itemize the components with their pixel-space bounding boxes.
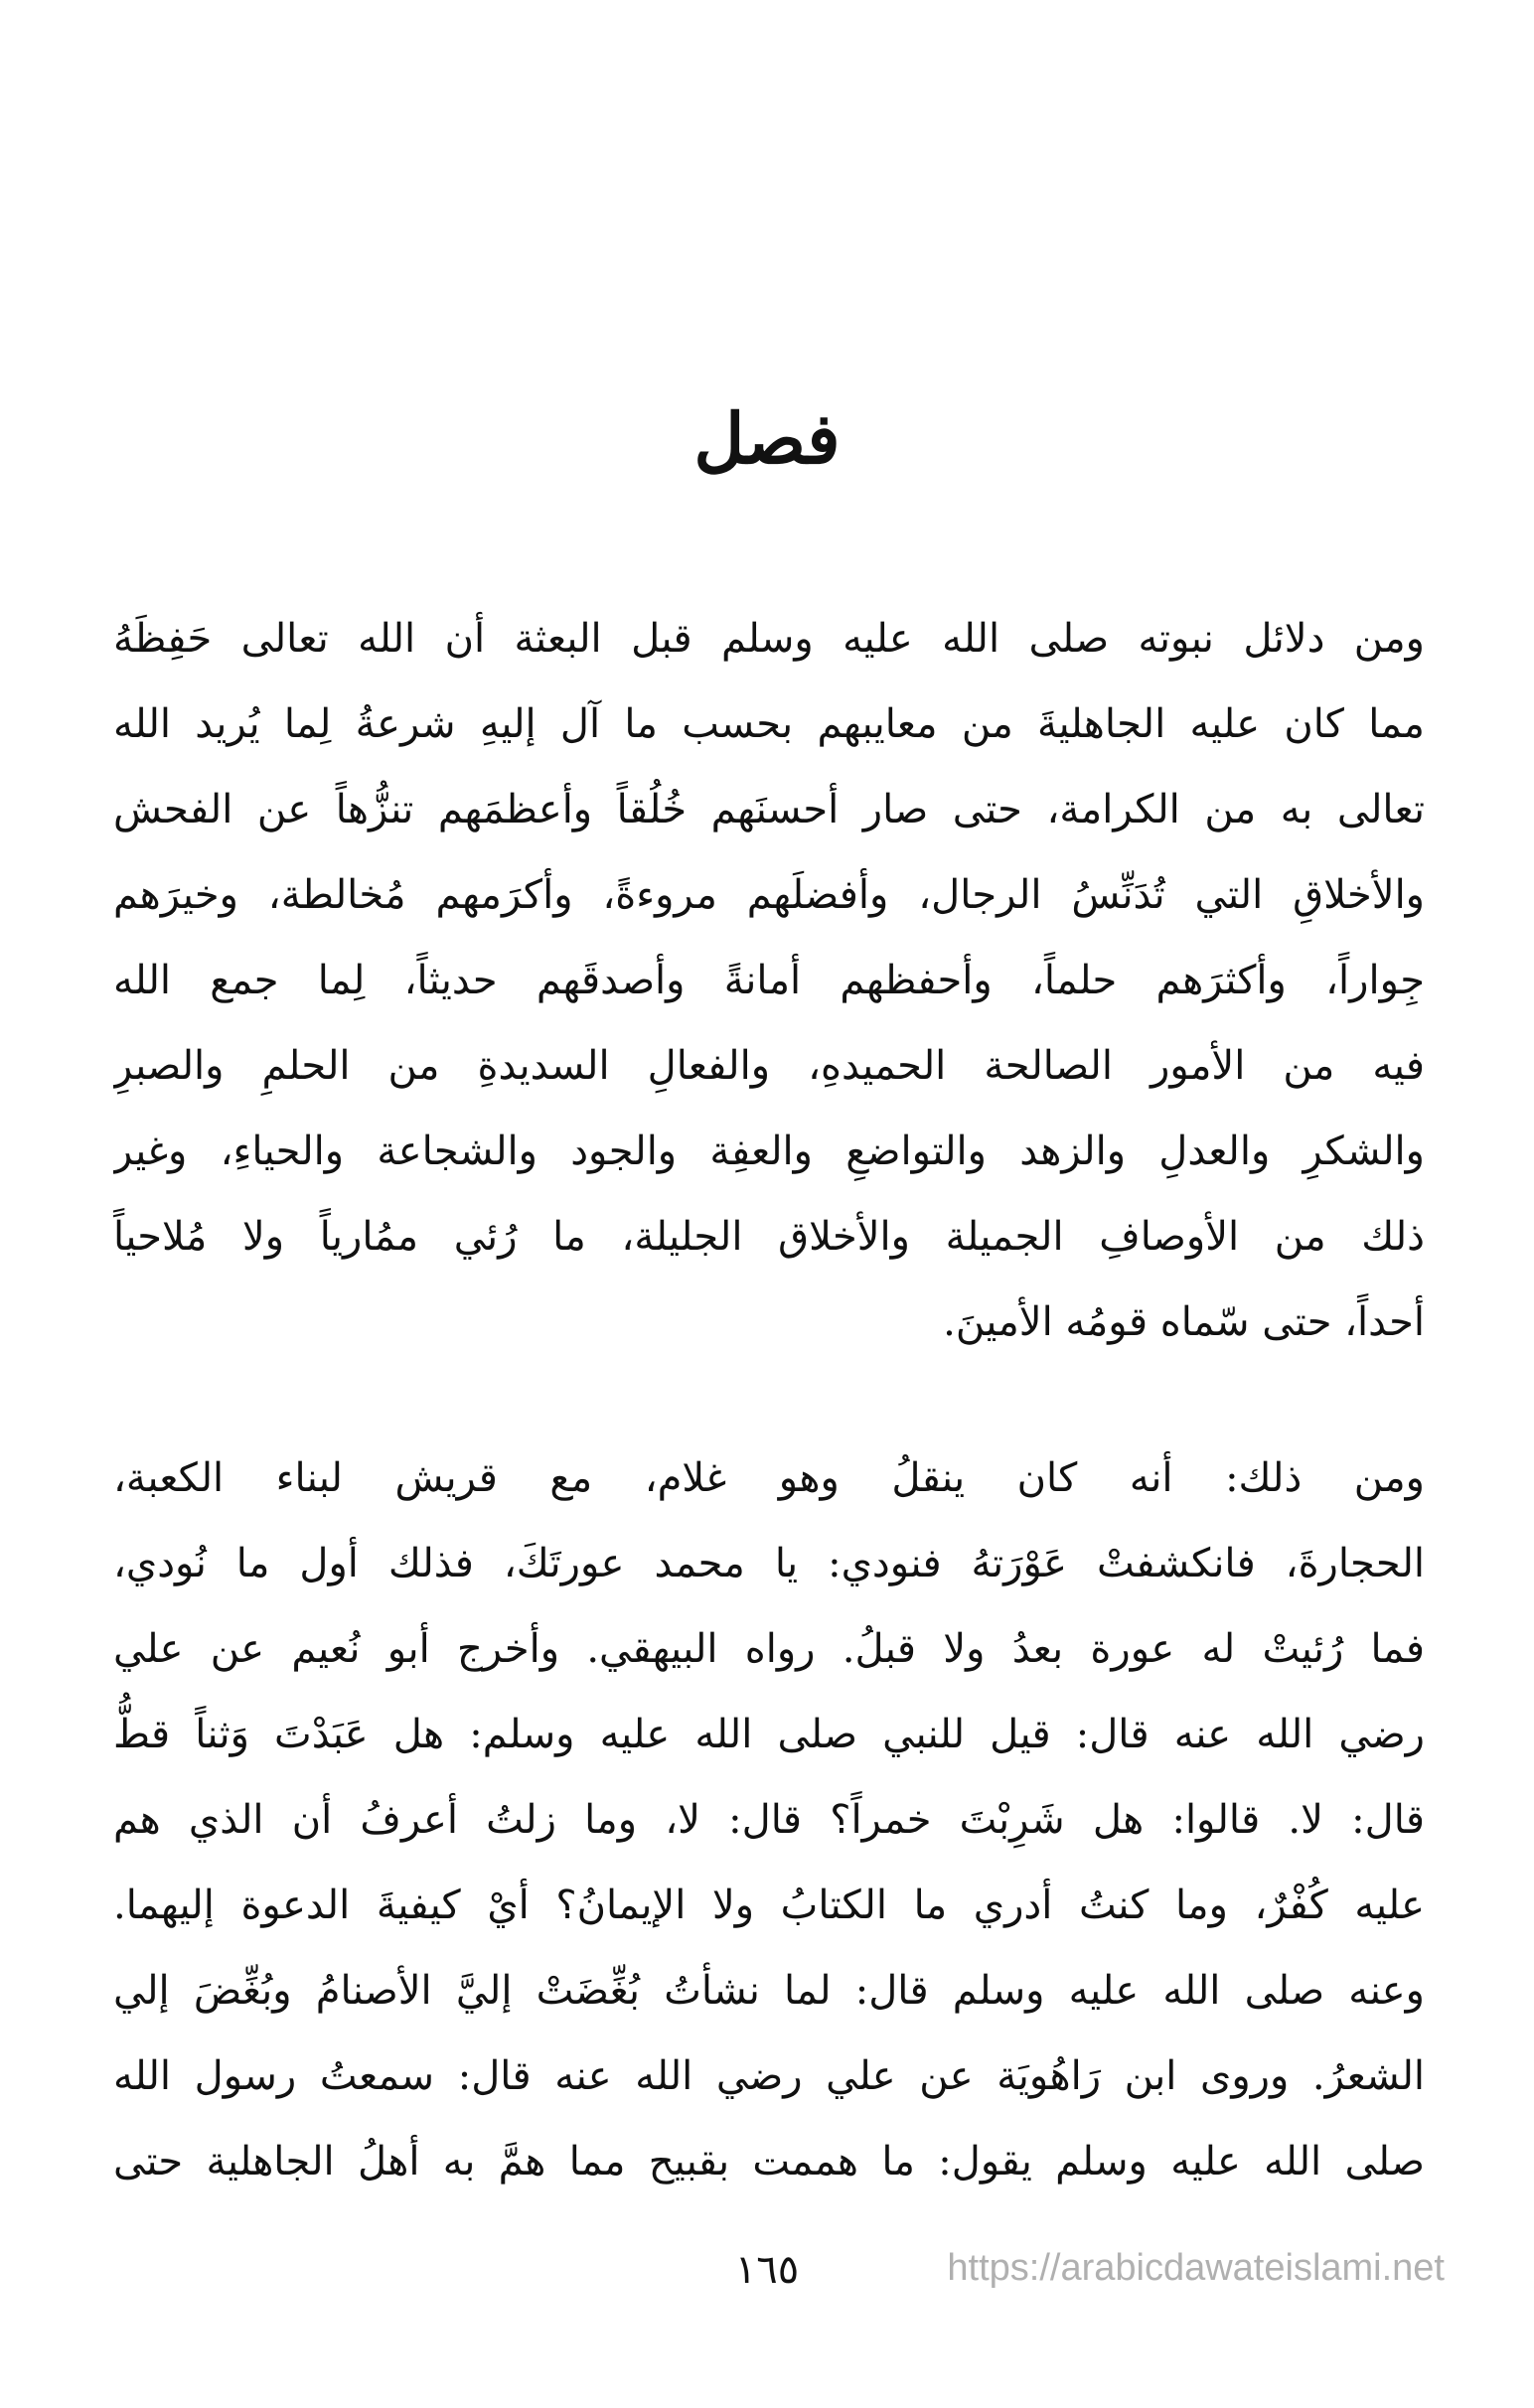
text-line: والأخلاقِ التي تُدَنِّسُ الرجال، وأفضلَهم مروءةً، وأكرَمهم مُخالطة، وخيرَهم	[113, 872, 1425, 918]
chapter-heading: فصل	[693, 397, 841, 480]
page-number: ١٦٥	[734, 2247, 800, 2293]
text-line: ذلك من الأوصافِ الجميلة والأخلاق الجليلة، ما رُئي ممُارياً ولا مُلاحياً	[113, 1214, 1425, 1260]
text-line: قال: لا. قالوا: هل شَرِبْتَ خمراً؟ قال: لا، وما زلتُ أعرفُ أن الذي هم	[113, 1797, 1425, 1843]
text-line: تعالى به من الكرامة، حتى صار أحسنَهم خُلُقاً وأعظمَهم تنزُّهاً عن الفحش	[113, 787, 1425, 832]
text-line: مما كان عليه الجاهليةَ من معايبهم بحسب ما آل إليهِ شرعةُ لِما يُريد الله	[113, 701, 1425, 747]
text-line: وعنه صلى الله عليه وسلم قال: لما نشأتُ بُغِّضَتْ إليَّ الأصنامُ وبُغِّضَ إلي	[113, 1968, 1425, 2014]
text-line: والشكرِ والعدلِ والزهد والتواضعِ والعفِة والجود والشجاعة والحياءِ، وغير	[113, 1129, 1425, 1174]
text-line: فيه من الأمور الصالحة الحميدهِ، والفعالِ السديدةِ من الحلمِ والصبرِ	[113, 1043, 1425, 1089]
text-line: ومن ذلك: أنه كان ينقلُ وهو غلام، مع قريش لبناء الكعبة،	[113, 1455, 1425, 1501]
paragraph-2	[113, 1435, 1425, 2204]
text-line: ومن دلائل نبوته صلى الله عليه وسلم قبل البعثة أن الله تعالى حَفِظَهُ	[113, 616, 1425, 662]
text-line: الشعرُ. وروى ابن رَاهُويَة عن علي رضي الله عنه قال: سمعتُ رسول الله	[113, 2053, 1425, 2099]
text-line: أحداً، حتى سّماه قومُه الأمينَ.	[943, 1299, 1425, 1345]
text-line: فما رُئيتْ له عورة بعدُ ولا قبلُ. رواه البيهقي. وأخرج أبو نُعيم عن علي	[113, 1626, 1425, 1672]
text-line: صلى الله عليه وسلم يقول: ما هممت بقبيح مما همَّ به أهلُ الجاهلية حتى	[113, 2139, 1425, 2184]
paragraph-1	[113, 596, 1425, 1365]
text-line: الحجارةَ، فانكشفتْ عَوْرَتهُ فنودي: يا محمد عورتَكَ، فذلك أول ما نُودي،	[113, 1541, 1425, 1586]
text-line: جِواراً، وأكثرَهم حلماً، وأحفظهم أمانةً وأصدقَهم حديثاً، لِما جمع الله	[113, 958, 1425, 1003]
text-line: رضي الله عنه قال: قيل للنبي صلى الله عليه وسلم: هل عَبَدْتَ وَثناً قطُّ	[113, 1712, 1425, 1757]
watermark-url: https://arabicdawateislami.net	[947, 2247, 1445, 2289]
text-line: عليه كُفْرٌ، وما كنتُ أدري ما الكتابُ ولا الإيمانُ؟ أيْ كيفيةَ الدعوة إليهما.	[113, 1882, 1425, 1928]
